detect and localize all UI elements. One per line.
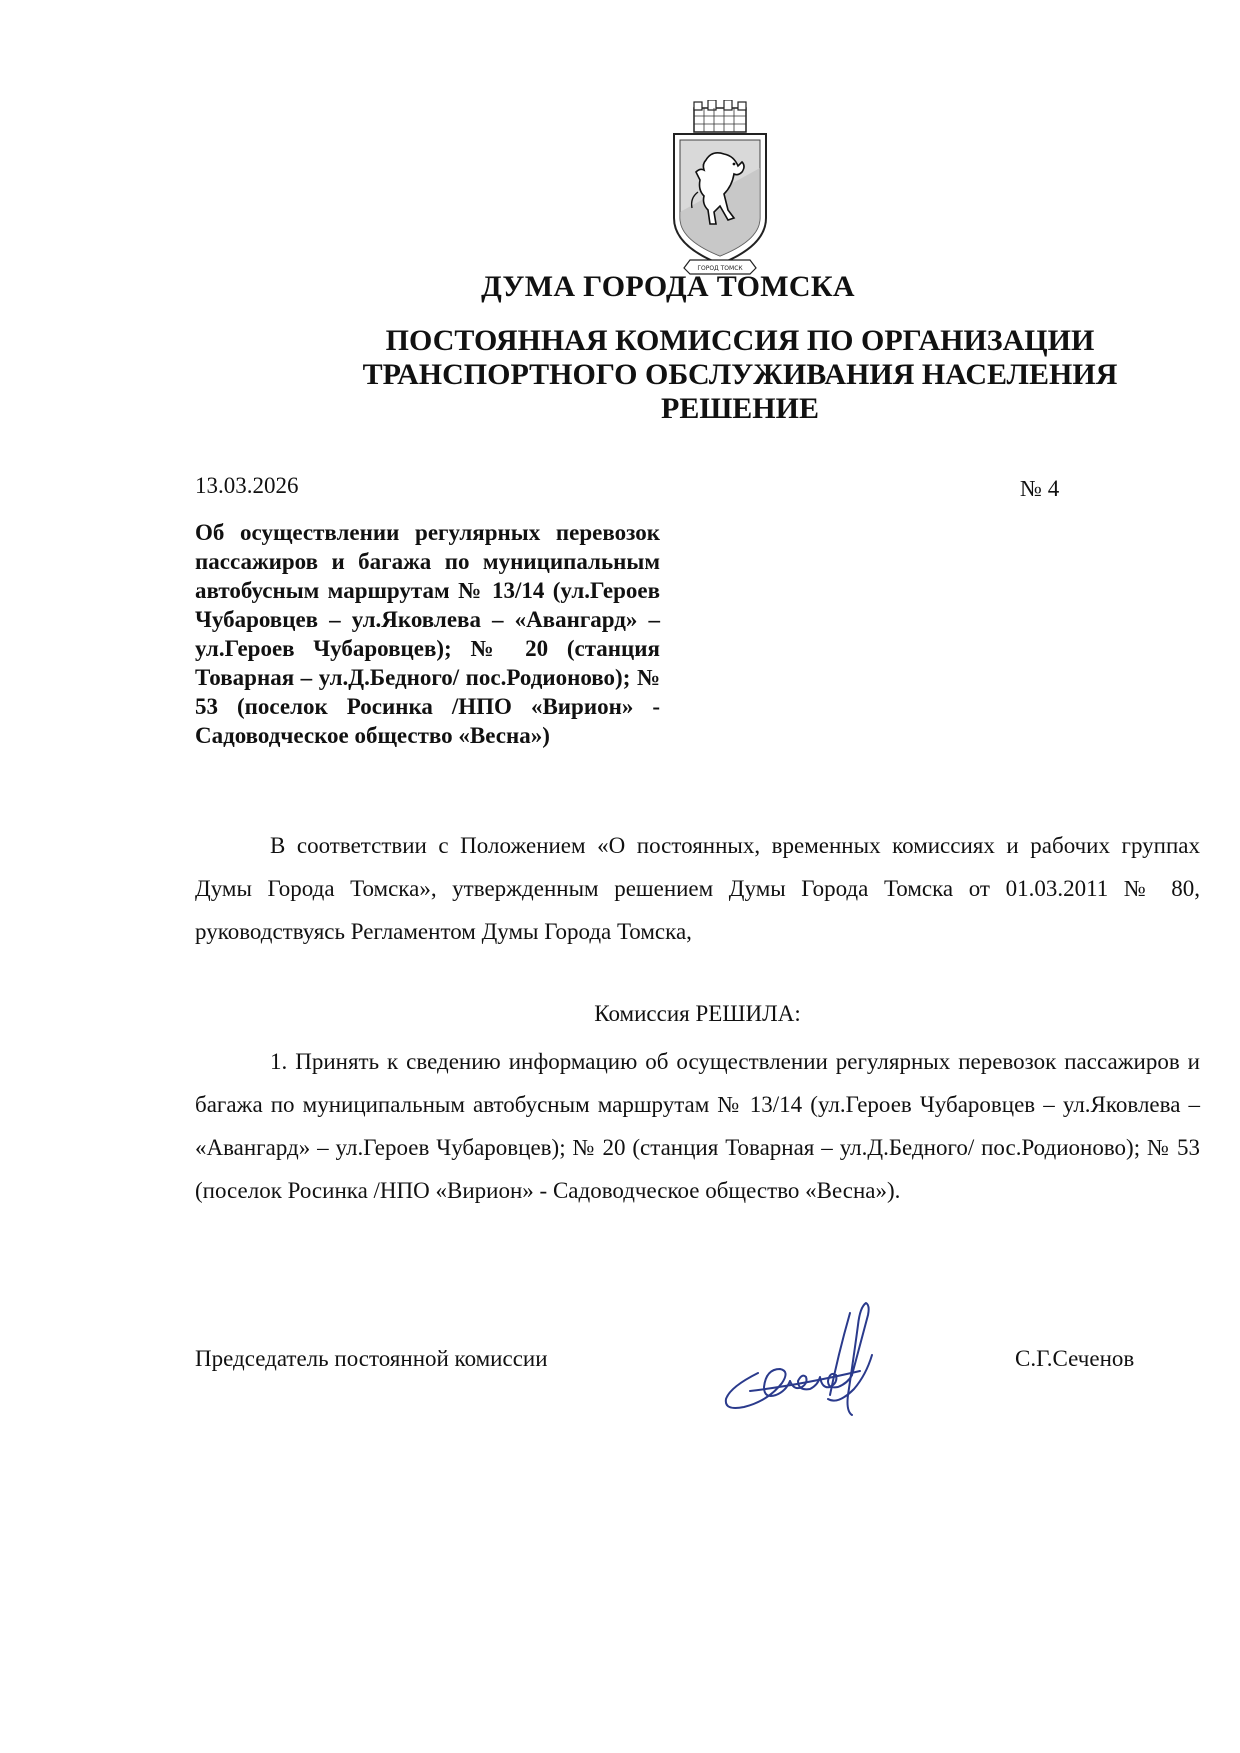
commission-title-line1: ПОСТОЯННАЯ КОМИССИЯ ПО ОРГАНИЗАЦИИ: [385, 324, 1095, 357]
resolved-heading: Комиссия РЕШИЛА:: [594, 1001, 801, 1026]
document-type: РЕШЕНИЕ: [661, 392, 819, 425]
preamble-paragraph: В соответствии с Положением «О постоянных, временных комиссиях и рабочих группах Думы Города Томска», утвержденным решением Думы Города Томска от 01.03.2011 № 80, руководствуясь Регламентом Думы Города Томска,: [195, 833, 1200, 944]
signer-role: Председатель постоянной комиссии: [195, 1346, 548, 1371]
decision-subject: Об осуществлении регулярных перевозок пассажиров и багажа по муниципальным автобусным маршрутам № 13/14 (ул.Героев Чубаровцев – ул.Яковлева – «Авангард» – ул.Героев Чубаровцев); № 20 (станция Товарная – ул.Д.Бедного/ пос.Родионово); № 53 (поселок Росинка /НПО «Вирион» - Садоводческое общество «Весна»): [195, 520, 660, 748]
document-number: № 4: [1020, 476, 1060, 501]
svg-text:ГОРОД ТОМСК: ГОРОД ТОМСК: [697, 265, 743, 272]
signer-name: С.Г.Сеченов: [1015, 1346, 1135, 1371]
resolution-item-1: 1. Принять к сведению информацию об осуществлении регулярных перевозок пассажиров и багажа по муниципальным автобусным маршрутам № 13/14 (ул.Героев Чубаровцев – ул.Яковлева – «Авангард» – ул.Героев Чубаровцев); № 20 (станция Товарная – ул.Д.Бедного/ пос.Родионово); № 53 (поселок Росинка /НПО «Вирион» - Садоводческое общество «Весна»).: [195, 1049, 1200, 1203]
commission-title: [300, 324, 1180, 392]
organization-title: ДУМА ГОРОДА ТОМСКА: [481, 270, 855, 303]
coat-of-arms-icon: [668, 100, 772, 280]
commission-title-line2: ТРАНСПОРТНОГО ОБСЛУЖИВАНИЯ НАСЕЛЕНИЯ: [362, 358, 1118, 391]
document-date: 13.03.2026: [195, 473, 299, 498]
signature-icon: [710, 1295, 910, 1425]
